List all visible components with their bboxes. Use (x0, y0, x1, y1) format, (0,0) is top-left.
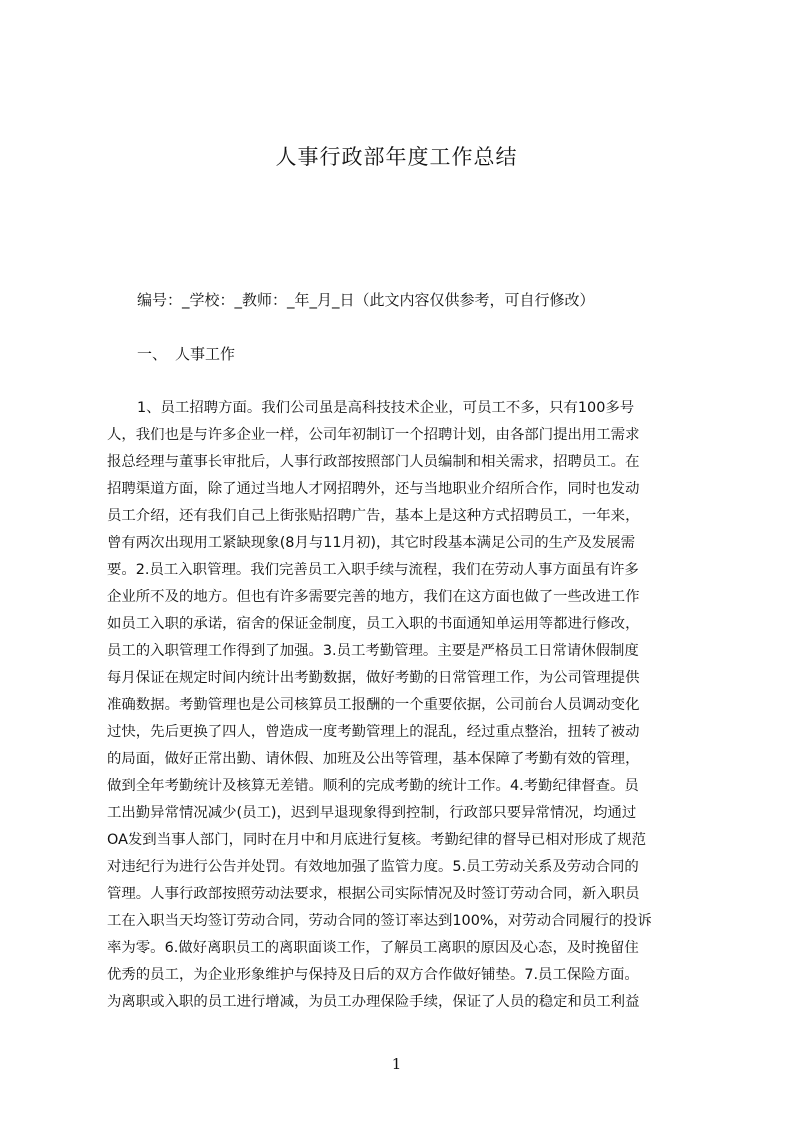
body-line: 人，我们也是与许多企业一样，公司年初制订一个招聘计划，由各部门提出用工需求 (107, 427, 640, 443)
document-meta-line: 编号：_学校：_教师：_年_月_日（此文内容仅供参考，可自行修改） (137, 291, 595, 309)
document-title: 人事行政部年度工作总结 (275, 145, 518, 169)
body-line: 曾有两次出现用工紧缺现象(8月与11月初)，其它时段基本满足公司的生产及发展需 (107, 535, 635, 551)
body-line: 准确数据。考勤管理也是公司核算员工报酬的一个重要依据，公司前台人员调动变化 (107, 697, 640, 713)
body-line: 的局面，做好正常出勤、请休假、加班及公出等管理，基本保障了考勤有效的管理， (107, 751, 640, 767)
body-line: 做到全年考勤统计及核算无差错。顺利的完成考勤的统计工作。4.考勤纪律督查。员 (107, 778, 639, 794)
body-line: 优秀的员工，为企业形象维护与保持及日后的双方合作做好铺垫。7.员工保险方面。 (107, 967, 639, 983)
body-line: 招聘渠道方面，除了通过当地人才网招聘外，还与当地职业介绍所合作，同时也发动 (107, 481, 640, 497)
body-line: 报总经理与董事长审批后，人事行政部按照部门人员编制和相关需求，招聘员工。在 (107, 454, 640, 470)
body-line: 1、员工招聘方面。我们公司虽是高科技技术企业，可员工不多，只有100多号 (137, 400, 635, 416)
body-paragraph (107, 395, 701, 1043)
body-line: 为离职或入职的员工进行增减，为员工办理保险手续，保证了人员的稳定和员工利益 (107, 994, 640, 1010)
body-line: 每月保证在规定时间内统计出考勤数据，做好考勤的日常管理工作，为公司管理提供 (107, 670, 640, 686)
body-line: 如员工入职的承诺，宿舍的保证金制度，员工入职的书面通知单运用等都进行修改， (107, 616, 640, 632)
body-line: 过快，先后更换了四人，曾造成一度考勤管理上的混乱，经过重点整治，扭转了被动 (107, 724, 640, 740)
body-line: 企业所不及的地方。但也有许多需要完善的地方，我们在这方面也做了一些改进工作 (107, 589, 640, 605)
body-line: 要。2.员工入职管理。我们完善员工入职手续与流程，我们在劳动人事方面虽有许多 (107, 562, 639, 578)
page-number: 1 (391, 1055, 402, 1073)
body-line: 率为零。6.做好离职员工的离职面谈工作，了解员工离职的原因及心态，及时挽留住 (107, 940, 639, 956)
body-line: 管理。人事行政部按照劳动法要求，根据公司实际情况及时签订劳动合同，新入职员 (107, 886, 640, 902)
body-line: 对违纪行为进行公告并处罚。有效地加强了监管力度。5.员工劳动关系及劳动合同的 (107, 859, 639, 875)
section-number: 一、 (137, 345, 168, 363)
body-line: 员工介绍，还有我们自己上街张贴招聘广告，基本上是这种方式招聘员工，一年来， (107, 508, 640, 524)
body-line: 工出勤异常情况减少(员工)，迟到早退现象得到控制，行政部只要异常情况，均通过 (107, 805, 637, 821)
section-heading (137, 343, 537, 365)
body-line: OA发到当事人部门，同时在月中和月底进行复核。考勤纪律的督导已相对形成了规范 (107, 832, 646, 848)
body-line: 工在入职当天均签订劳动合同，劳动合同的签订率达到100%，对劳动合同履行的投诉 (107, 913, 652, 929)
body-line: 员工的入职管理工作得到了加强。3.员工考勤管理。主要是严格员工日常请休假制度 (107, 643, 639, 659)
section-label: 人事工作 (175, 345, 236, 363)
